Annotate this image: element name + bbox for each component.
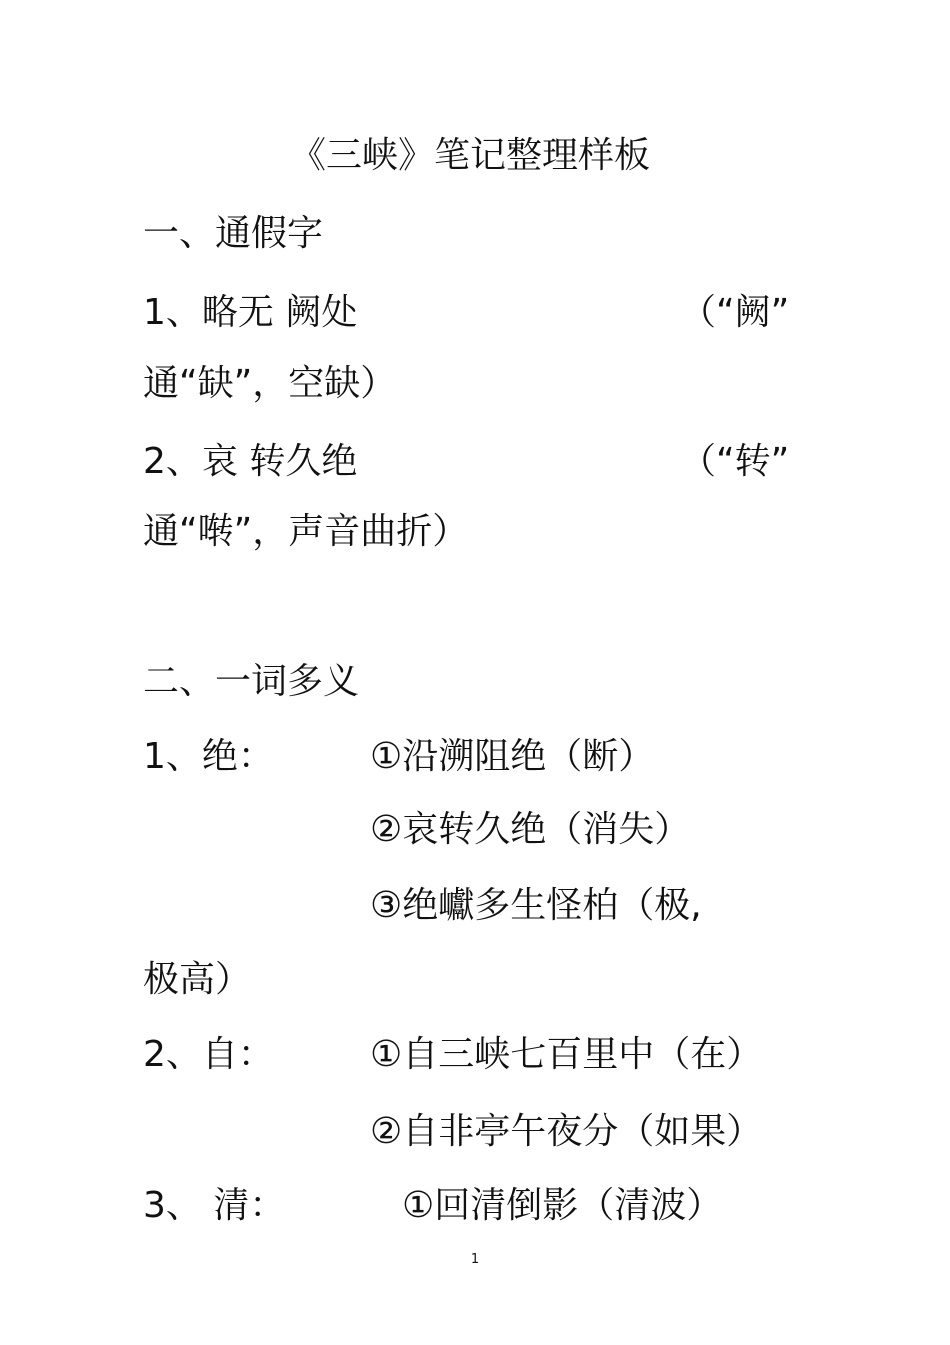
tongjiazi-item-2-note-start: （“转” — [680, 441, 790, 482]
tongjiazi-item-2: 2、哀 转久绝 — [143, 441, 358, 482]
entry-jue-sense-2: ②哀转久绝（消失） — [370, 809, 691, 850]
page-number: 1 — [470, 1252, 480, 1267]
entry-jue-sense-3: ③绝巘多生怪柏（极, — [370, 885, 702, 926]
entry-jue-sense-3-continuation: 极高） — [143, 959, 252, 1000]
tongjiazi-item-1-note-continuation: 通“缺”，空缺） — [143, 363, 397, 404]
tongjiazi-item-2-note-continuation: 通“啭”，声音曲折） — [143, 511, 469, 552]
entry-jue-label: 1、绝： — [143, 736, 274, 777]
section-heading-tongjiazi: 一、通假字 — [143, 213, 324, 254]
entry-zi-sense-1: ①自三峡七百里中（在） — [370, 1034, 763, 1075]
tongjiazi-item-1-note-start: （“阙” — [680, 292, 790, 333]
entry-jue-sense-1: ①沿溯阻绝（断） — [370, 736, 655, 777]
tongjiazi-item-1: 1、略无 阙处 — [143, 292, 358, 333]
entry-zi-label: 2、自： — [143, 1034, 274, 1075]
entry-zi-sense-2: ②自非亭午夜分（如果） — [370, 1111, 763, 1152]
document-title: 《三峡》笔记整理样板 — [289, 135, 650, 176]
entry-qing-sense-1: ①回清倒影（清波） — [402, 1185, 723, 1226]
entry-qing-label: 3、 清： — [143, 1185, 286, 1226]
section-heading-yiciduoyi: 二、一词多义 — [143, 661, 360, 702]
